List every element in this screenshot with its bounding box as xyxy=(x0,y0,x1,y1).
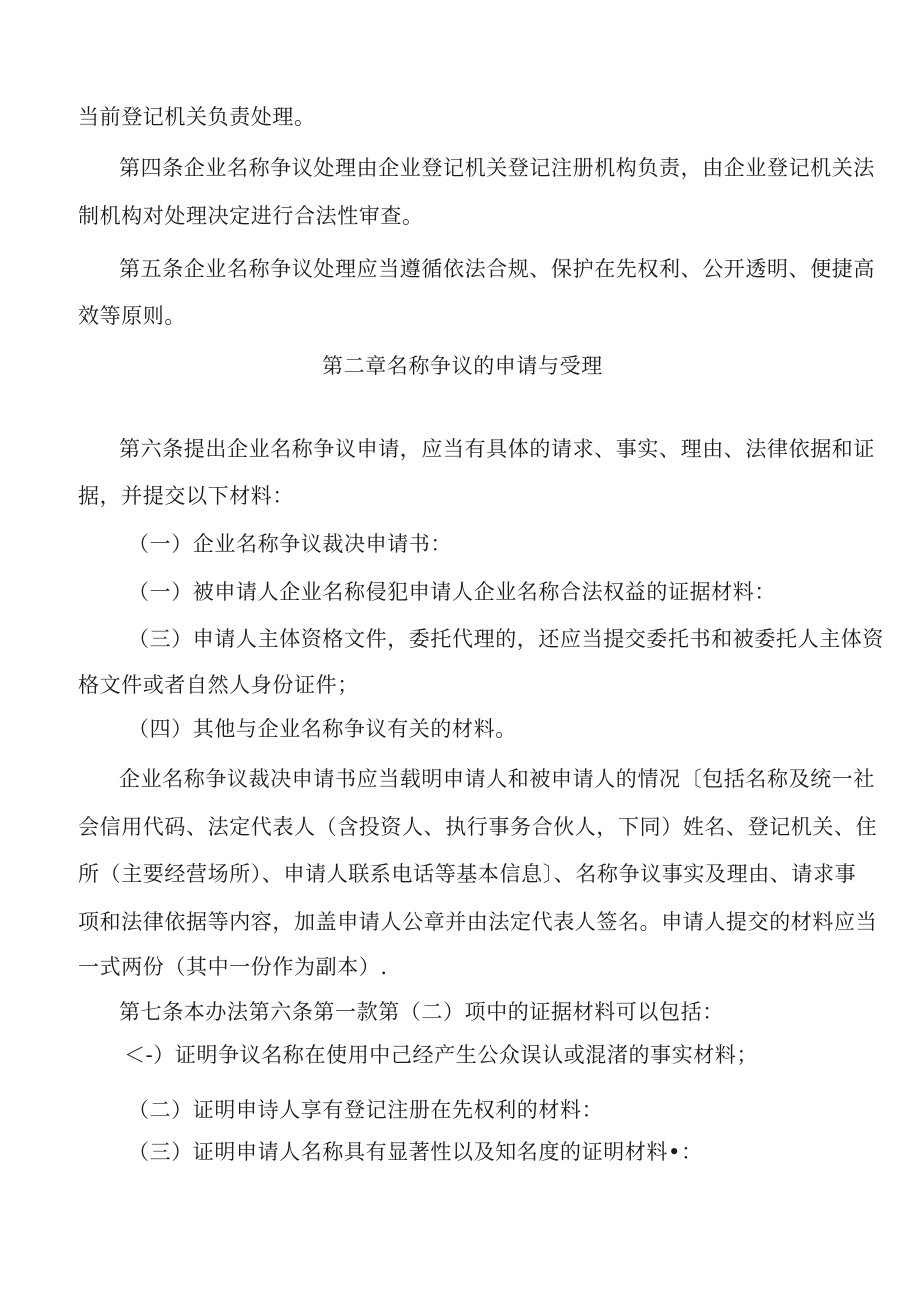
article-7-item-1: ＜-）证明争议名称在使用中己经产生公众误认或混渚的事实材料； xyxy=(124,1043,759,1067)
article-4-line-2: 制机构对处理决定进行合法性审查。 xyxy=(78,204,424,228)
application-paragraph-line-4: 项和法律依据等内容，加盖申请人公章并由法定代表人签名。申请人提交的材料应当 xyxy=(78,910,878,934)
article-4-line-1: 第四条企业名称争议处理由企业登记机关登记注册机构负责，由企业登记机关法 xyxy=(119,156,875,180)
application-paragraph-line-1: 企业名称争议裁决申请书应当载明申请人和被申请人的情况〔包括名称及统一社 xyxy=(119,767,875,791)
application-paragraph-line-5: 一式两份（其中一份作为副本）. xyxy=(78,955,388,979)
list-item-3-line-2: 格文件或者自然人身份证件； xyxy=(78,673,359,697)
application-paragraph-line-2: 会信用代码、法定代表人（含投资人、执行事务合伙人，下同）姓名、登记机关、住 xyxy=(78,815,878,839)
article-5-line-1: 第五条企业名称争议处理应当遵循依法合规、保护在先权利、公开透明、便捷高 xyxy=(119,257,875,281)
chapter-heading: 第二章名称争议的申请与受理 xyxy=(322,354,603,378)
article-7-item-3: （三）证明申请人名称具有显著性以及知名度的证明材料•： xyxy=(128,1140,703,1164)
article-6-line-2: 据，并提交以下材料： xyxy=(78,484,294,508)
article-7-line-1: 第七条本办法第六条第一款第（二）项中的证据材料可以包括： xyxy=(119,1000,724,1024)
list-item-3-line-1: （三）申请人主体资格文件，委托代理的，还应当提交委托书和被委托人主体资 xyxy=(128,627,884,651)
article-7-item-2: （二）证明申诗人享有登记注册在先权利的材料： xyxy=(128,1098,604,1122)
list-item-1: （一）企业名称争议裁决申请书： xyxy=(128,532,452,556)
list-item-2: （一）被申请人企业名称侵犯申请人企业名称合法权益的证据材料： xyxy=(128,580,776,604)
list-item-4: （四）其他与企业名称争议有关的材料。 xyxy=(128,717,517,741)
application-paragraph-line-3: 所（主要经营场所）、申请人联系电话等基本信息〕、名称争议事实及理由、请求事 xyxy=(78,862,857,886)
paragraph-line-continuation: 当前登记机关负责处理。 xyxy=(78,105,316,129)
article-5-line-2: 效等原则。 xyxy=(78,304,186,328)
article-6-line-1: 第六条提出企业名称争议申请，应当有具体的请求、事实、理由、法律依据和证 xyxy=(119,437,875,461)
